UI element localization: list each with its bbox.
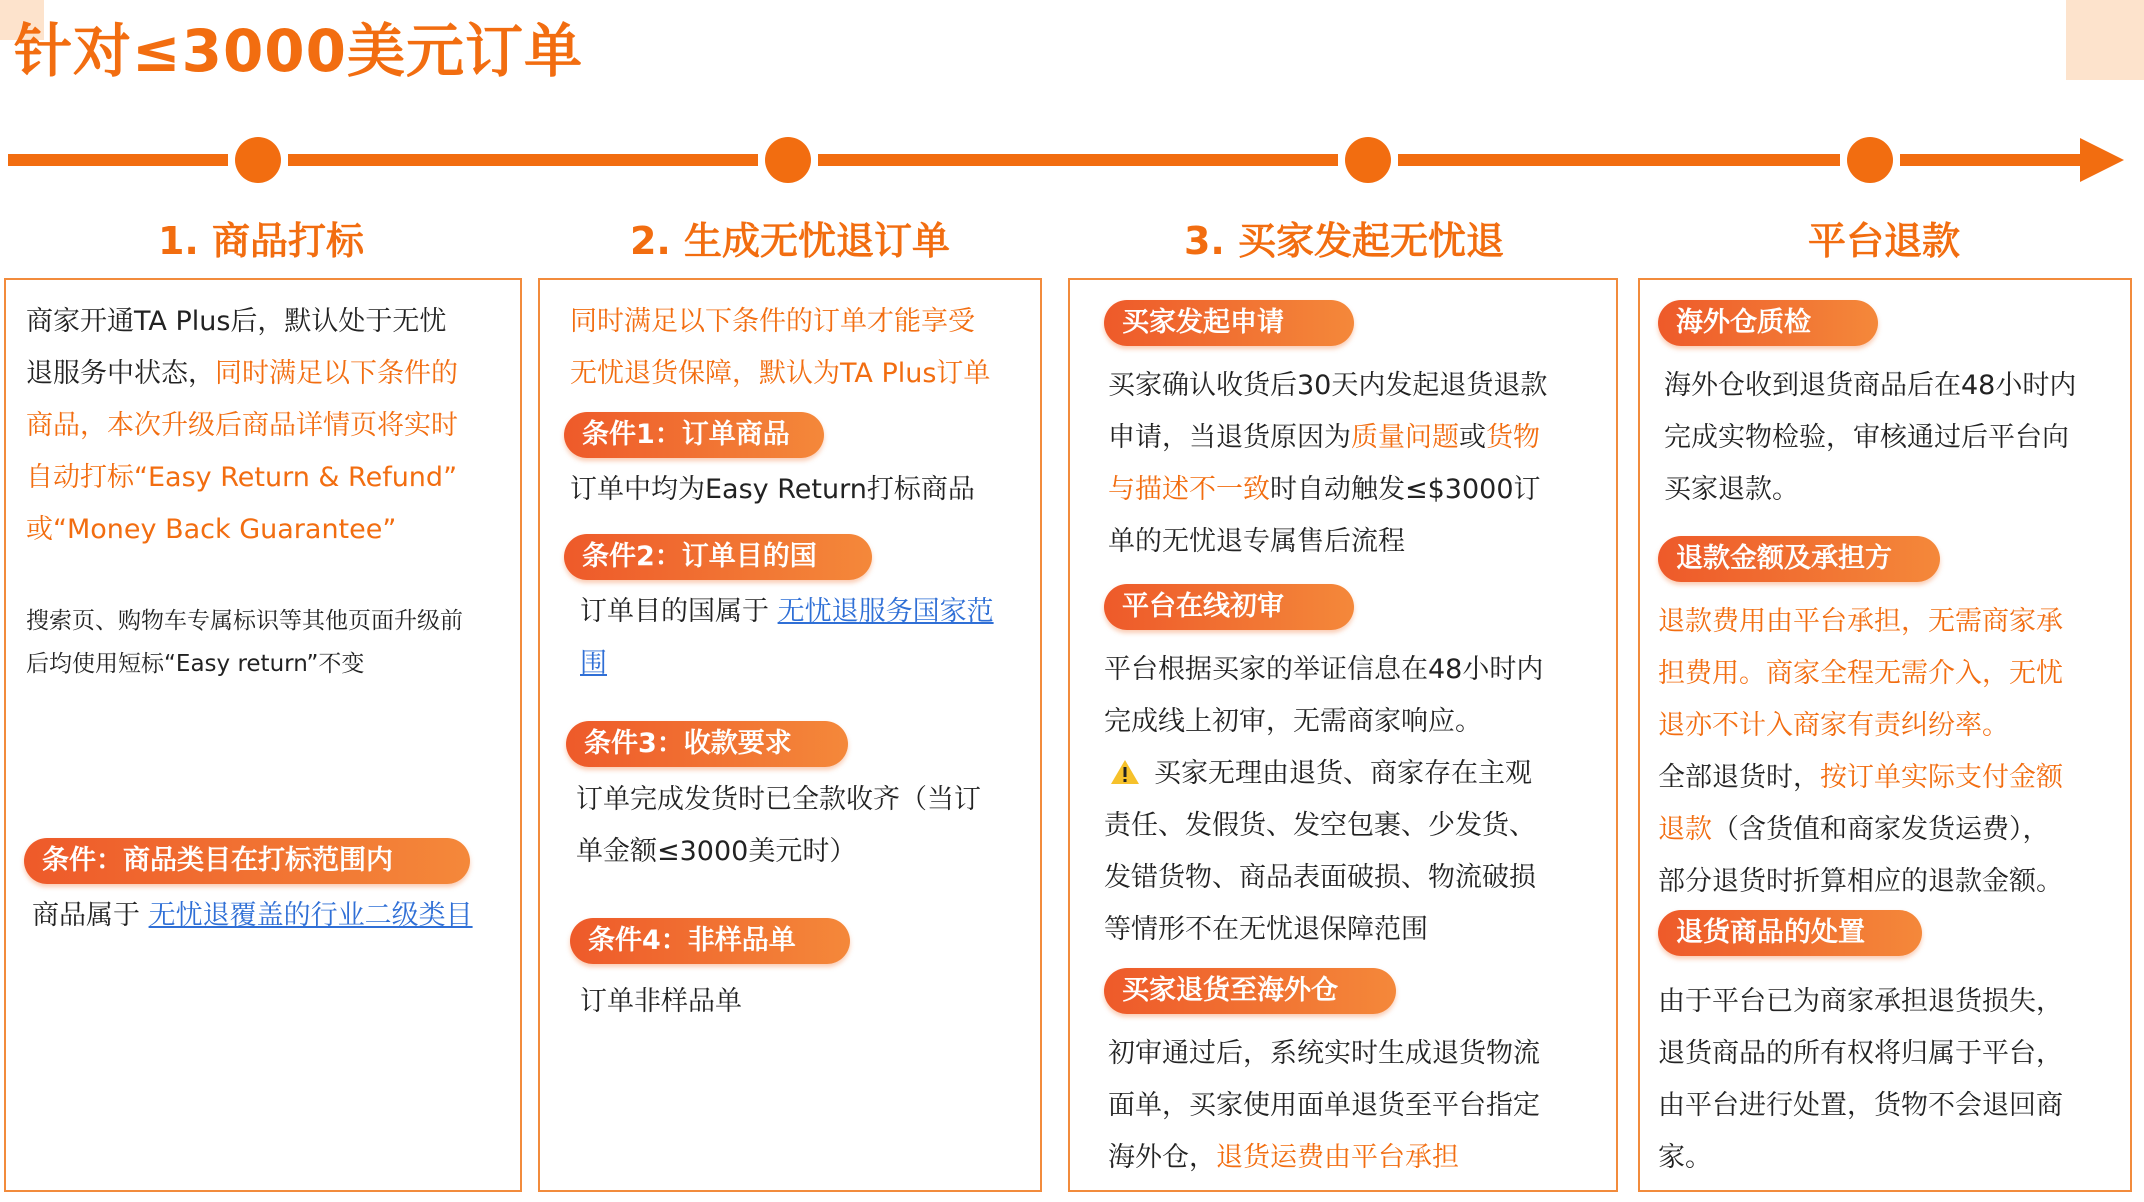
timeline-node-1 — [235, 137, 281, 183]
note-line: 搜索页、购物车专属标识等其他页面升级前 — [26, 608, 463, 634]
section-text-highlight: 退款费用由平台承担，无需商家承 — [1658, 606, 2063, 637]
condition-1-label: 条件1：订单商品 — [564, 412, 824, 458]
section-text-highlight: 退亦不计入商家有责纠纷率。 — [1658, 710, 2009, 741]
step-title-2: 2. 生成无忧退订单 — [629, 219, 951, 263]
section-label-return-warehouse: 买家退货至海外仓 — [1104, 968, 1396, 1014]
note-line: 后均使用短标“Easy return”不变 — [26, 651, 365, 677]
section-text: 家。 — [1658, 1142, 1712, 1173]
condition-2-text: 订单目的国属于 无忧退服务国家范 — [580, 596, 994, 627]
section-text: 退款（含货值和商家发货运费）， — [1658, 814, 2050, 845]
timeline-node-3 — [1345, 137, 1391, 183]
section-text: 买家确认收货后30天内发起退货退款 — [1108, 370, 1548, 401]
card-platform-refund — [1638, 278, 2132, 1192]
warning-line: 发错货物、商品表面破损、物流破损 — [1104, 862, 1536, 893]
condition-3-text: 订单完成发货时已全款收齐（当订 — [576, 784, 981, 815]
section-text: 部分退货时折算相应的退款金额。 — [1658, 866, 2063, 897]
condition-4-label: 条件4：非样品单 — [570, 918, 850, 964]
intro-line-highlight: 或“Money Back Guarantee” — [26, 514, 397, 545]
section-text: 完成实物检验，审核通过后平台向 — [1664, 422, 2069, 453]
section-text: 全部退货时，按订单实际支付金额 — [1658, 762, 2063, 793]
section-text: 由于平台已为商家承担退货损失， — [1658, 986, 2063, 1017]
card-order-generation — [538, 278, 1042, 1192]
section-text: 申请，当退货原因为质量问题或货物 — [1108, 422, 1540, 453]
step-title-4: 平台退款 — [1807, 219, 1960, 263]
section-label-inspection: 海外仓质检 — [1658, 300, 1878, 346]
intro-line: 商家开通TA Plus后，默认处于无忧 — [26, 306, 447, 337]
intro-line-highlight: 无忧退货保障，默认为TA Plus订单 — [570, 358, 991, 389]
section-text: 与描述不一致时自动触发≤$3000订 — [1108, 474, 1541, 505]
warning-line: 责任、发假货、发空包裹、少发货、 — [1104, 810, 1536, 841]
condition-label: 条件：商品类目在打标范围内 — [24, 838, 470, 884]
warning-line: 买家无理由退货、商家存在主观 — [1104, 748, 1532, 800]
section-text: 海外仓，退货运费由平台承担 — [1108, 1142, 1459, 1173]
section-label-disposal: 退货商品的处置 — [1658, 910, 1922, 956]
warning-icon — [1110, 759, 1140, 785]
warning-line: 等情形不在无忧退保障范围 — [1104, 914, 1428, 945]
intro-line-highlight: 同时满足以下条件的订单才能享受 — [570, 306, 975, 337]
section-label-apply: 买家发起申请 — [1104, 300, 1354, 346]
timeline-arrow-icon — [2080, 138, 2124, 182]
category-link[interactable]: 无忧退覆盖的行业二级类目 — [148, 900, 473, 931]
condition-3-label: 条件3：收款要求 — [566, 721, 848, 767]
intro-line-highlight: 自动打标“Easy Return & Refund” — [26, 462, 458, 493]
page-title: 针对≤3000美元订单 — [14, 17, 584, 85]
corner-decoration — [2066, 0, 2144, 80]
section-text: 面单，买家使用面单退货至平台指定 — [1108, 1090, 1540, 1121]
section-text: 由平台进行处置，货物不会退回商 — [1658, 1090, 2063, 1121]
condition-1-text: 订单中均为Easy Return打标商品 — [570, 474, 975, 505]
intro-line-highlight: 商品，本次升级后商品详情页将实时 — [26, 410, 458, 441]
step-title-3: 3. 买家发起无忧退 — [1183, 219, 1505, 263]
section-text: 初审通过后，系统实时生成退货物流 — [1108, 1038, 1540, 1069]
section-text: 退货商品的所有权将归属于平台， — [1658, 1038, 2063, 1069]
section-text-highlight: 担费用。商家全程无需介入，无忧 — [1658, 658, 2063, 689]
condition-4-text: 订单非样品单 — [580, 986, 742, 1017]
condition-text: 商品属于 无忧退覆盖的行业二级类目 — [32, 900, 473, 931]
condition-2-label: 条件2：订单目的国 — [564, 534, 872, 580]
card-product-tagging — [4, 278, 522, 1192]
card-buyer-return — [1068, 278, 1618, 1192]
section-text: 完成线上初审，无需商家响应。 — [1104, 706, 1482, 737]
section-label-refund-amount: 退款金额及承担方 — [1658, 536, 1940, 582]
timeline — [0, 130, 2144, 190]
country-link-cont[interactable]: 围 — [580, 648, 607, 679]
timeline-node-2 — [765, 137, 811, 183]
condition-3-text: 单金额≤3000美元时） — [576, 836, 857, 867]
condition-2-text-cont — [580, 638, 607, 690]
section-text: 单的无忧退专属售后流程 — [1108, 526, 1405, 557]
country-link[interactable]: 无忧退服务国家范 — [777, 596, 994, 627]
timeline-node-4 — [1847, 137, 1893, 183]
section-text: 买家退款。 — [1664, 474, 1799, 505]
step-title-1: 1. 商品打标 — [157, 219, 365, 263]
section-label-review: 平台在线初审 — [1104, 584, 1354, 630]
section-text: 平台根据买家的举证信息在48小时内 — [1104, 654, 1544, 685]
intro-line: 退服务中状态，同时满足以下条件的 — [26, 358, 458, 389]
section-text: 海外仓收到退货商品后在48小时内 — [1664, 370, 2077, 401]
